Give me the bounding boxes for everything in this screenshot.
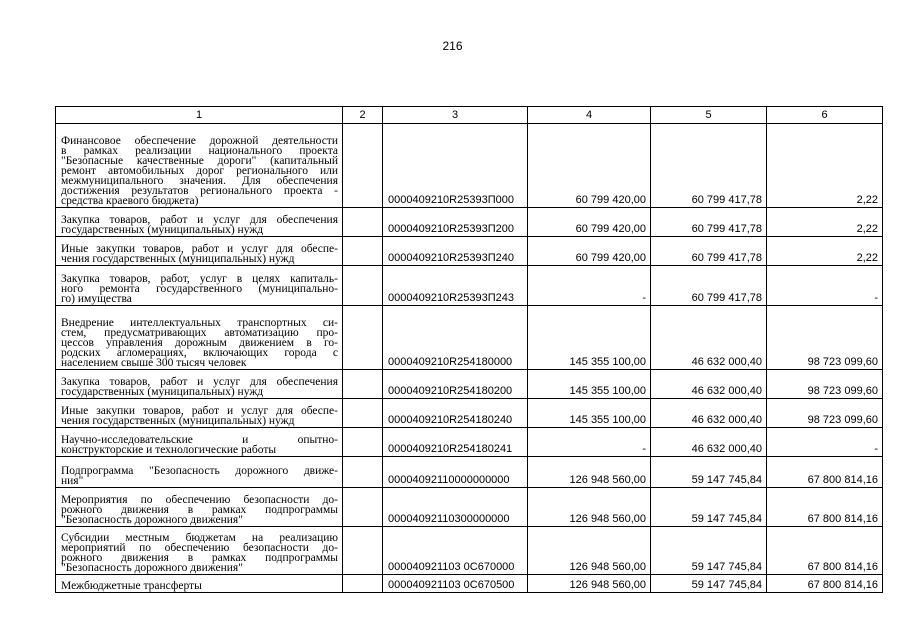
row-code-cell: 0000409210R25393П243	[383, 266, 528, 306]
row-col4-cell: 60 799 420,00	[528, 237, 651, 266]
row-name-line: "Безопасность дорожного движения"	[61, 562, 243, 574]
row-col2-cell	[343, 457, 383, 488]
row-col6-cell: -	[767, 266, 883, 306]
row-name-line: цессов управления дорожным движением в го-	[61, 337, 338, 349]
row-col4-cell: 126 948 560,00	[528, 575, 651, 593]
row-col5-cell: 59 147 745,84	[651, 488, 767, 527]
row-name-line: мероприятий по обеспечению безопасности до-	[61, 542, 338, 554]
row-code-cell: 0000409210R25393П000	[383, 124, 528, 208]
row-name-line: родских агломерациях, включающих города с	[61, 347, 338, 359]
header-row	[56, 107, 883, 124]
row-code-cell: 0000409210R25393П200	[383, 208, 528, 237]
row-col5-cell: 59 147 745,84	[651, 527, 767, 575]
header-cell: 5	[651, 107, 767, 124]
row-col6-cell: 67 800 814,16	[767, 488, 883, 527]
row-name-line: Иные закупки товаров, работ и услуг для обеспе-	[61, 243, 338, 255]
row-col5-cell: 46 632 000,40	[651, 399, 767, 428]
table-row	[56, 208, 883, 237]
row-name-cell	[56, 399, 343, 428]
row-col6-cell: 2,22	[767, 124, 883, 208]
table-row	[56, 266, 883, 306]
row-name-line: Мероприятия по обеспечению безопасности до-	[61, 494, 338, 506]
row-col2-cell	[343, 208, 383, 237]
row-col2-cell	[343, 527, 383, 575]
row-name-line: Научно-исследовательские и опытно-	[61, 434, 338, 446]
row-code-cell: 0000409210R254180240	[383, 399, 528, 428]
row-col2-cell	[343, 124, 383, 208]
table-row	[56, 370, 883, 399]
row-col5-cell: 60 799 417,78	[651, 208, 767, 237]
row-name-line: конструкторские и технологические работы	[61, 444, 277, 456]
header-cell: 1	[56, 107, 343, 124]
row-name-line: "Безопасные качественные дороги" (капитальный	[61, 155, 338, 167]
page-number: 216	[442, 39, 463, 53]
row-col6-cell: -	[767, 428, 883, 457]
table-row	[56, 527, 883, 575]
row-code-cell: 00004092110000000000	[383, 457, 528, 488]
row-name-line: в рамках реализации национального проекта	[61, 145, 338, 157]
row-col2-cell	[343, 306, 383, 370]
row-name-cell	[56, 527, 343, 575]
row-name-line: Закупка товаров, работ и услуг для обеспечения	[61, 214, 338, 226]
row-col4-cell: 126 948 560,00	[528, 527, 651, 575]
row-name-line: го) имущества	[61, 293, 132, 305]
row-name-line: чения государственных (муниципальных) нужд	[61, 253, 295, 265]
row-name-cell	[56, 306, 343, 370]
row-name-line: ного ремонта государственного (муниципально-	[61, 283, 338, 295]
row-name-cell	[56, 266, 343, 306]
row-col5-cell: 46 632 000,40	[651, 370, 767, 399]
row-code-cell: 0000409210R254180200	[383, 370, 528, 399]
row-name-line: Финансовое обеспечение дорожной деятельности	[61, 135, 338, 147]
row-code-cell: 000040921103 0C670000	[383, 527, 528, 575]
table-row	[56, 237, 883, 266]
row-code-cell: 0000409210R25393П240	[383, 237, 528, 266]
row-col4-cell: 126 948 560,00	[528, 457, 651, 488]
row-name-line: средства краевого бюджета)	[61, 195, 199, 207]
row-col6-cell: 98 723 099,60	[767, 370, 883, 399]
row-name-line: чения государственных (муниципальных) нужд	[61, 415, 295, 427]
table-row	[56, 399, 883, 428]
row-col4-cell: 60 799 420,00	[528, 124, 651, 208]
row-col5-cell: 60 799 417,78	[651, 124, 767, 208]
row-code-cell: 000040921103 0C670500	[383, 575, 528, 593]
header-cell: 3	[383, 107, 528, 124]
row-name-line: Иные закупки товаров, работ и услуг для обеспе-	[61, 405, 338, 417]
budget-table	[55, 106, 883, 593]
table-row	[56, 306, 883, 370]
row-name-line: Субсидии местным бюджетам на реализацию	[61, 532, 338, 544]
row-col6-cell: 67 800 814,16	[767, 575, 883, 593]
row-code-cell: 0000409210R254180241	[383, 428, 528, 457]
row-col6-cell: 98 723 099,60	[767, 399, 883, 428]
row-name-line: Подпрограмма "Безопасность дорожного движе-	[61, 465, 338, 477]
row-col6-cell: 98 723 099,60	[767, 306, 883, 370]
row-col2-cell	[343, 370, 383, 399]
row-name-line: Внедрение интеллектуальных транспортных си-	[61, 317, 338, 329]
header-cell: 4	[528, 107, 651, 124]
row-name-cell	[56, 370, 343, 399]
row-col4-cell: 60 799 420,00	[528, 208, 651, 237]
row-name-cell	[56, 237, 343, 266]
row-name-cell	[56, 457, 343, 488]
row-name-cell	[56, 488, 343, 527]
row-col4-cell: 145 355 100,00	[528, 306, 651, 370]
row-name-cell	[56, 575, 343, 593]
row-name-line: стем, предусматривающих автоматизацию про-	[61, 327, 338, 339]
row-name-line: ния"	[61, 475, 84, 487]
row-code-cell: 0000409210R254180000	[383, 306, 528, 370]
row-col2-cell	[343, 488, 383, 527]
row-name-line: ремонт автомобильных дорог регионального или	[61, 165, 338, 177]
row-name-line: населением свыше 300 тысяч человек	[61, 357, 247, 369]
row-name-cell	[56, 124, 343, 208]
row-name-line: рожного движения в рамках подпрограммы	[61, 552, 338, 564]
row-name-line: "Безопасность дорожного движения"	[61, 514, 243, 526]
row-col5-cell: 60 799 417,78	[651, 266, 767, 306]
row-name-cell	[56, 428, 343, 457]
row-col2-cell	[343, 399, 383, 428]
row-col5-cell: 46 632 000,40	[651, 428, 767, 457]
row-col4-cell: -	[528, 428, 651, 457]
table-row	[56, 457, 883, 488]
row-name-line: межмуниципального значения. Для обеспечения	[61, 175, 338, 187]
table-row	[56, 428, 883, 457]
row-col2-cell	[343, 237, 383, 266]
row-col5-cell: 59 147 745,84	[651, 575, 767, 593]
row-col2-cell	[343, 428, 383, 457]
row-col2-cell	[343, 575, 383, 593]
header-cell: 6	[767, 107, 883, 124]
row-name-line: достижения результатов регионального проекта -	[61, 185, 338, 197]
row-col6-cell: 67 800 814,16	[767, 527, 883, 575]
row-col5-cell: 59 147 745,84	[651, 457, 767, 488]
row-col4-cell: 145 355 100,00	[528, 370, 651, 399]
row-col6-cell: 2,22	[767, 237, 883, 266]
row-col5-cell: 46 632 000,40	[651, 306, 767, 370]
row-name-line: государственных (муниципальных) нужд	[61, 386, 264, 398]
row-col4-cell: -	[528, 266, 651, 306]
row-col2-cell	[343, 266, 383, 306]
row-code-cell: 00004092110300000000	[383, 488, 528, 527]
row-name-line: государственных (муниципальных) нужд	[61, 224, 264, 236]
row-col5-cell: 60 799 417,78	[651, 237, 767, 266]
header-cell: 2	[343, 107, 383, 124]
row-name-line: рожного движения в рамках подпрограммы	[61, 504, 338, 516]
table-row	[56, 124, 883, 208]
table-row	[56, 575, 883, 593]
row-name-line: Закупка товаров, работ, услуг в целях капиталь-	[61, 273, 338, 285]
row-col4-cell: 126 948 560,00	[528, 488, 651, 527]
row-col4-cell: 145 355 100,00	[528, 399, 651, 428]
row-name-line: Межбюджетные трансферты	[61, 580, 202, 592]
table-row	[56, 488, 883, 527]
row-col6-cell: 2,22	[767, 208, 883, 237]
row-col6-cell: 67 800 814,16	[767, 457, 883, 488]
row-name-cell	[56, 208, 343, 237]
table-body	[56, 124, 883, 593]
row-name-line: Закупка товаров, работ и услуг для обеспечения	[61, 376, 338, 388]
